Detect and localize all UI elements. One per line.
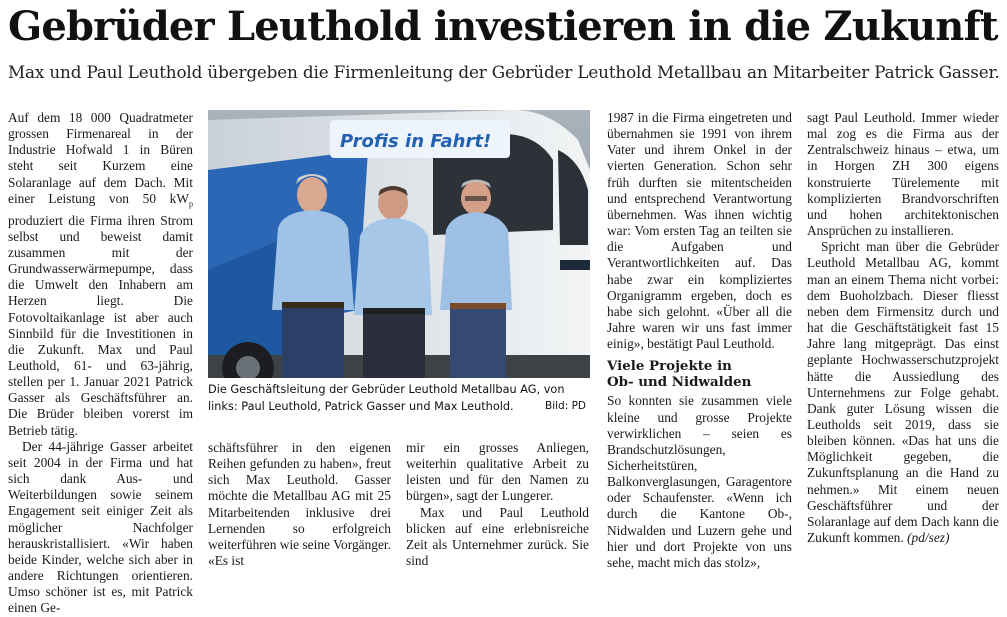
article-photo bbox=[208, 110, 590, 378]
column-5 bbox=[807, 110, 999, 546]
column-1 bbox=[8, 110, 193, 617]
paragraph: 1987 in die Firma eingetreten und übernahmen sie 1991 von ihrem Vater und ihrem Onkel in der vierten Generation. Schon sehr früh durften sie mitentscheiden und entsprechend Verantwortung übernehmen. Was ihnen wichtig war: Vom ersten Tag an teilten sie die Aufgaben und Verantwortlichkeiten auf. Das habe zwar ein kompliziertes Organigramm ergeben, doch es habe sich gelohnt. «Über all die Jahre waren wir uns fast immer einig», bestätigt Paul Leuthold. bbox=[607, 110, 792, 352]
paragraph: Spricht man über die Gebrüder Leuthold Metallbau AG, kommt man an einem Thema nicht vorbei: dem Buoholzbach. Dieser fliesst neben dem Firmensitz durch und hat die Geschäftstätigkeit fast 15 Jahre lang mitgeprägt. Das einst geplante Hochwasserschutzprojekt hätte die Aussiedlung des Unternehmens zur Folge gehabt. Dank guter Lösung wissen die Leutholds seit 2019, dass sie bleiben können. «Das hat uns die Möglichkeit gegeben, die Zukunftsplanung an die Hand zu nehmen.» Mit einem neuen Geschäftsführer und der Solaranlage auf dem Dach kann die Zukunft kommen. (pd/sez) bbox=[807, 239, 999, 546]
column-3 bbox=[406, 440, 589, 569]
paragraph: sagt Paul Leuthold. Immer wieder mal zog es die Firma aus der Zentralschweiz hinaus – etwa, um in Horgen ZH 300 eigens konstruierte Türelemente mit komplizierten Brandvorschriften und hohen architektonischen Ansprüchen zu installieren. bbox=[807, 110, 999, 239]
column-2 bbox=[208, 440, 391, 569]
paragraph: mir ein grosses Anliegen, weiterhin qualitative Arbeit zu leisten und für den Namen zu bürgen», sagt der Lungerer. bbox=[406, 440, 589, 504]
paragraph: Der 44-jährige Gasser arbeitet seit 2004 in der Firma und hat sich dank Aus- und Weiterbildungen sowie seinem Engagement seit einiger Zeit als möglicher Nachfolger herauskristallisiert. «Wir haben beide Kinder, welche sich aber in andere Richtungen orientieren. Umso schöner ist es, mit Patrick einen Ge- bbox=[8, 438, 193, 616]
paragraph: Max und Paul Leuthold blicken auf eine erlebnisreiche Zeit als Unternehmer zurück. Sie sind bbox=[406, 504, 589, 569]
lead-text: Max und Paul Leuthold übergeben die Firmenleitung der Gebrüder Leuthold Metallbau an Mitarbeiter Patrick Gasser. bbox=[8, 62, 1000, 82]
photo-caption: Die Geschäftsleitung der Gebrüder Leuthold Metallbau AG, von links: Paul Leuthold, Patrick Gasser und Max Leuthold. Bild: PD bbox=[208, 383, 586, 413]
headline: Gebrüder Leuthold investieren in die Zukunft bbox=[8, 3, 998, 50]
van-slogan: Profis in Fahrt! bbox=[340, 131, 492, 152]
paragraph: So konnten sie zusammen viele kleine und grosse Projekte verwirklichen – seien es Brandschutzlösungen, Sicherheitstüren, Balkonverglasungen, Garagentore oder Schaufenster. «Wenn ich durch die Kantone Ob-, Nidwalden und Luzern gehe und hier und dort Projekte von uns sehe, macht mich das stolz», bbox=[607, 393, 792, 570]
subheading: Viele Projekte in Ob- und Nidwalden bbox=[607, 358, 752, 391]
column-4 bbox=[607, 110, 792, 571]
author-signature: (pd/sez) bbox=[907, 530, 950, 546]
paragraph: schäftsführer in den eigenen Reihen gefunden zu haben», freut sich Max Leuthold. Gasser möchte die Metallbau AG mit 25 Mitarbeitenden inklusive drei Lernenden so erfolgreich weiterführen wie seine Vorgänger. «Es ist bbox=[208, 440, 391, 569]
paragraph: Auf dem 18 000 Quadratmeter grossen Firmenareal in der Industrie Hofwald 1 in Büren steht seit Kurzem eine Solaranlage auf dem Dach. Mit einer Leistung von 50 $kW_p$ produziert die Firma ihren Strom selbst und beweist damit zusammen mit der Grundwasserwärmepumpe, dass die Umwelt den Inhabern am Herzen liegt. Die Fotovoltaikanlage ist aber auch Sinnbild für die Investitionen in die Zukunft. Max und Paul Leuthold, 61- und 63-jährig, stellen per 1. Januar 2021 Patrick Gasser als Geschäftsführer an. Die Brüder bleiben vorerst im Betrieb tätig. bbox=[8, 110, 193, 438]
photo-credit: Bild: PD bbox=[545, 400, 586, 412]
